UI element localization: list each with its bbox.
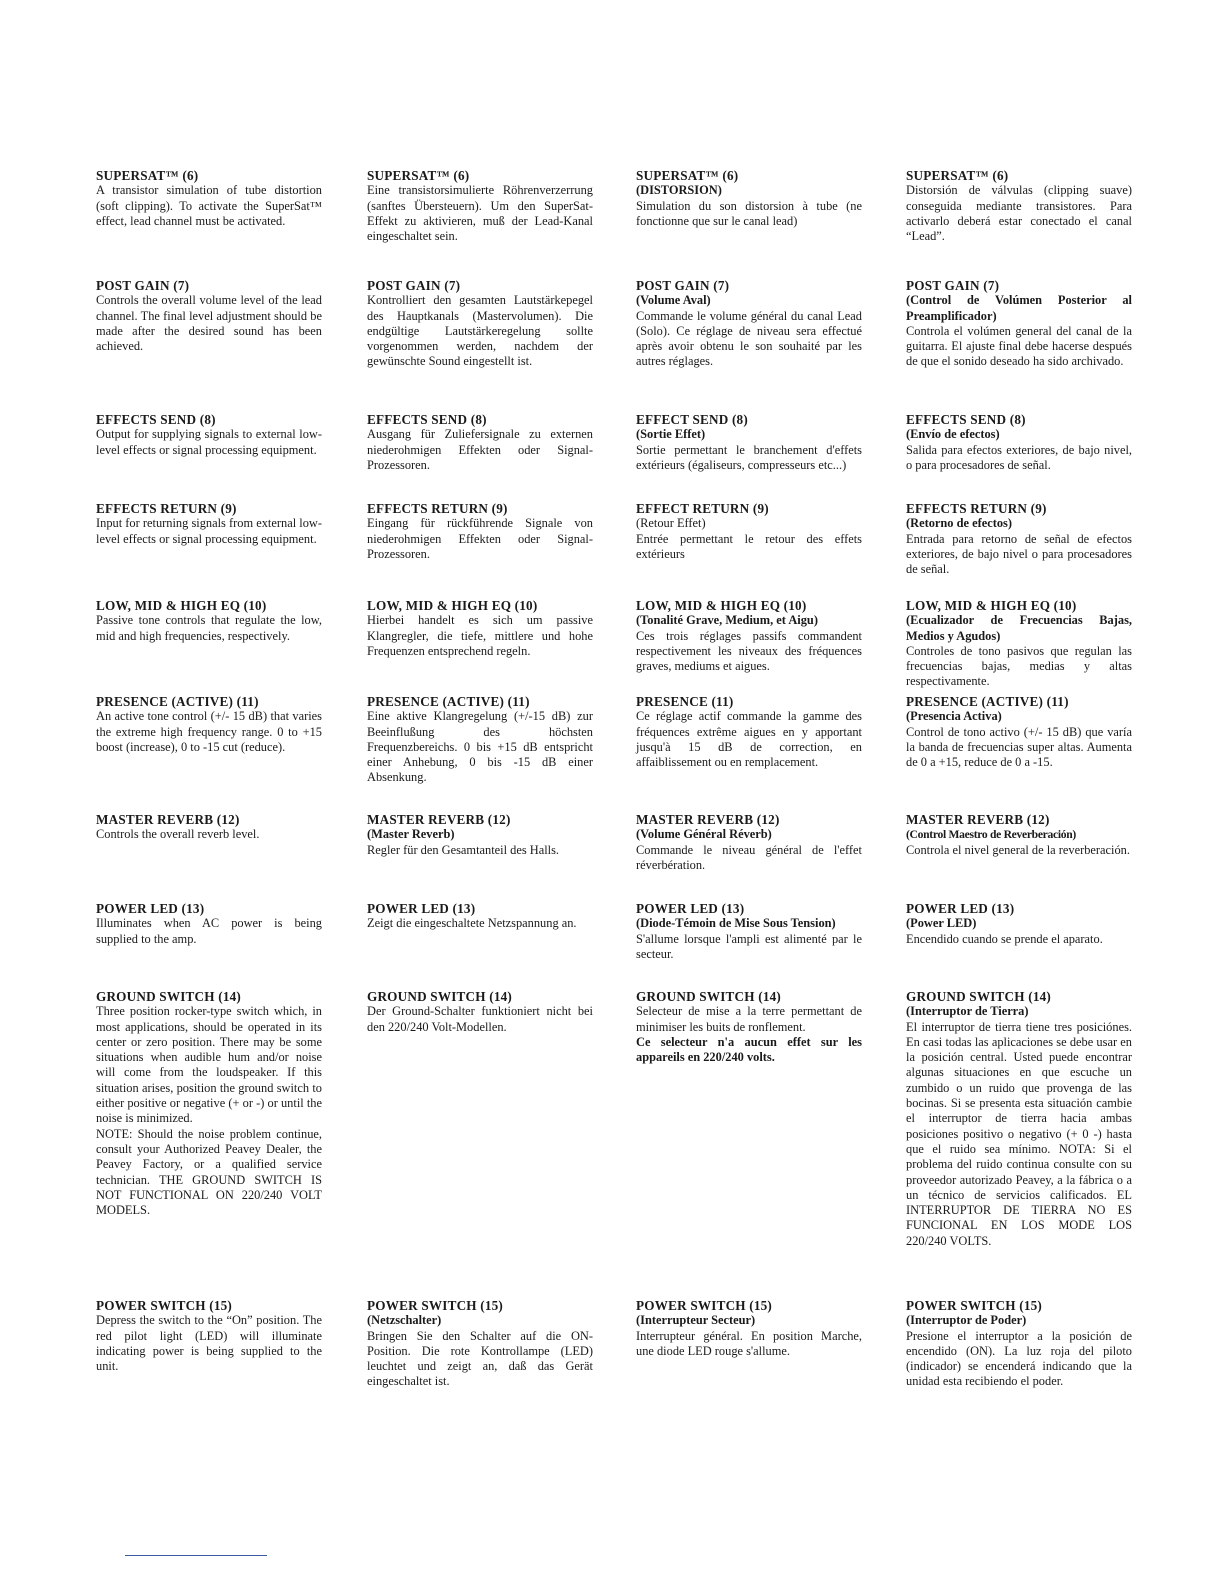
section-effects-return [906, 501, 1132, 577]
section-heading: POWER LED (13) [367, 901, 476, 916]
section-text: Der Ground-Schalter funktioniert nicht bei den 220/240 Volt-Modellen. [367, 1004, 593, 1034]
section-text: Control de tono activo (+/- 15 dB) que varía la banda de frecuencias super altas. Aumenta de 0 a +15, reduce de 0 a -15. [906, 724, 1132, 770]
section-text: Interrupteur général. En position Marche, une diode LED rouge s'allume. [636, 1328, 862, 1358]
section-subtitle: (Ecualizador de Frecuencias Bajas, Medios y Agudos) [906, 613, 1132, 643]
section-text: Regler für den Gesamtanteil des Halls. [367, 842, 559, 857]
section-power-led [367, 901, 593, 932]
section-post-gain [96, 278, 322, 354]
section-heading: GROUND SWITCH (14) [367, 989, 513, 1004]
section-effect-send [636, 412, 862, 473]
section-ground-switch [96, 989, 322, 1218]
section-text: Zeigt die eingeschaltete Netzspannung an. [367, 916, 577, 931]
section-heading: POWER LED (13) [636, 901, 745, 916]
section-heading: SUPERSAT™ (6) [96, 168, 199, 183]
section-subtitle: (Control Maestro de Reverberación) [906, 828, 1076, 842]
section-heading: LOW, MID & HIGH EQ (10) [96, 598, 267, 613]
section-effects-return [96, 501, 322, 547]
section-ground-switch [636, 989, 862, 1065]
section-text: Three position rocker-type switch which, in most applications, should be operated in its center or zero position. There may be some situations when audible hum and/or noise will come from the loudspeaker. If this situation arises, position the ground switch to either positive or negative (+ or -) or until the noise is minimized. [96, 1004, 322, 1126]
section-master-reverb [636, 812, 862, 873]
section-eq [367, 598, 593, 659]
section-text: Salida para efectos exteriores, de bajo nivel, o para procesadores de señal. [906, 442, 1132, 472]
section-warning: Ce selecteur n'a aucun effet sur les appareils en 220/240 volts. [636, 1034, 862, 1065]
section-subtitle: (Retour Effet) [636, 516, 706, 531]
section-power-switch [367, 1298, 593, 1390]
section-text: Sortie permettant le branchement d'effets extérieurs (égaliseurs, compresseurs etc...) [636, 442, 862, 472]
section-effects-send [367, 412, 593, 473]
section-text: Hierbei handelt es sich um passive Klangregler, die tiefe, mittlere und hohe Frequenzen entsprechend regeln. [367, 613, 593, 658]
section-presence [96, 694, 322, 755]
section-supersat [906, 168, 1132, 244]
section-post-gain [636, 278, 862, 370]
section-supersat [96, 168, 322, 229]
section-text: Eine transistorsimulierte Röhrenverzerrung (sanftes Übersteuern). Um den SuperSat-Effekt zu aktivieren, muß der Lead-Kanal eingeschaltet sein. [367, 183, 593, 244]
section-heading: EFFECTS RETURN (9) [367, 501, 508, 516]
section-heading: GROUND SWITCH (14) [96, 989, 242, 1004]
section-effects-send [906, 412, 1132, 473]
section-text: Depress the switch to the “On” position. The red pilot light (LED) will illuminate indicating power is being supplied to the unit. [96, 1313, 322, 1374]
section-subtitle: (Netzschalter) [367, 1313, 442, 1328]
section-heading: GROUND SWITCH (14) [636, 989, 782, 1004]
section-text: An active tone control (+/- 15 dB) that varies the extreme high frequency range. 0 to +15 boost (increase), 0 to -15 cut (reduce). [96, 709, 322, 754]
section-subtitle: (Tonalité Grave, Medium, et Aigu) [636, 613, 818, 628]
section-heading: POST GAIN (7) [636, 278, 730, 293]
section-text: S'allume lorsque l'ampli est alimenté par le secteur. [636, 931, 862, 961]
section-master-reverb [367, 812, 593, 858]
section-text: Commande le volume général du canal Lead (Solo). Ce réglage de niveau sera effectué après avoir obtenu le son souhaité par les autres réglages. [636, 308, 862, 369]
section-text: Ce réglage actif commande la gamme des fréquences extrême aigues en y apportant jusqu'à 15 dB de correction, en affaiblissement ou en remplacement. [636, 709, 862, 770]
section-presence [367, 694, 593, 786]
section-heading: MASTER REVERB (12) [367, 812, 511, 827]
section-text: Controla el nivel general de la reverberación. [906, 842, 1130, 857]
section-heading: EFFECTS SEND (8) [906, 412, 1026, 427]
section-power-switch [636, 1298, 862, 1359]
section-heading: PRESENCE (ACTIVE) (11) [96, 694, 259, 709]
section-supersat [367, 168, 593, 244]
section-eq [96, 598, 322, 644]
section-text: Output for supplying signals to external low-level effects or signal processing equipment. [96, 427, 322, 457]
section-note: NOTE: Should the noise problem continue, consult your Authorized Peavey Dealer, the Peavey Factory, or a qualified service technician. THE GROUND SWITCH IS NOT FUNCTIONAL ON 220/240 VOLT MODELS. [96, 1126, 322, 1218]
section-heading: LOW, MID & HIGH EQ (10) [367, 598, 538, 613]
section-heading: POWER LED (13) [96, 901, 205, 916]
section-heading: EFFECTS RETURN (9) [906, 501, 1047, 516]
section-ground-switch [906, 989, 1132, 1249]
section-heading: LOW, MID & HIGH EQ (10) [636, 598, 807, 613]
section-power-switch [96, 1298, 322, 1374]
section-power-switch [906, 1298, 1132, 1390]
section-heading: EFFECT RETURN (9) [636, 501, 769, 516]
section-effects-return [367, 501, 593, 562]
section-text: Entrada para retorno de señal de efectos exteriores, de bajo nivel o para procesadores de señal. [906, 531, 1132, 577]
section-power-led [906, 901, 1132, 947]
section-subtitle: (Control de Volúmen Posterior al Preamplificador) [906, 293, 1132, 323]
section-text: Bringen Sie den Schalter auf die ON-Position. Die rote Kontrollampe (LED) leuchtet und zeigt an, daß das Gerät eingeschaltet ist. [367, 1328, 593, 1389]
section-power-led [636, 901, 862, 962]
section-subtitle: (DISTORSION) [636, 183, 722, 198]
section-text: Illuminates when AC power is being supplied to the amp. [96, 916, 322, 946]
section-heading: PRESENCE (11) [636, 694, 734, 709]
section-subtitle: (Interruptor de Poder) [906, 1313, 1027, 1328]
section-ground-switch [367, 989, 593, 1035]
section-text: Presione el interruptor a la posición de encendido (ON). La luz roja del piloto (indicador) se encenderá indicando que la unidad esta recibiendo el poder. [906, 1328, 1132, 1389]
section-text: Passive tone controls that regulate the low, mid and high frequencies, respectively. [96, 613, 322, 643]
section-text: Kontrolliert den gesamten Lautstärkepegel des Hauptkanals (Mastervolumen). Die endgültige Lautstärkeregelung sollte vorgenommen werden, nachdem der gewünschte Sound eingestellt ist. [367, 293, 593, 369]
section-power-led [96, 901, 322, 947]
section-heading: POWER SWITCH (15) [367, 1298, 504, 1313]
section-subtitle: (Volume Aval) [636, 293, 711, 308]
section-text: Commande le niveau général de l'effet réverbération. [636, 842, 862, 872]
section-heading: POWER LED (13) [906, 901, 1015, 916]
section-heading: SUPERSAT™ (6) [636, 168, 739, 183]
section-subtitle: (Power LED) [906, 916, 977, 931]
section-heading: POWER SWITCH (15) [636, 1298, 773, 1313]
section-heading: POWER SWITCH (15) [96, 1298, 233, 1313]
section-text: Selecteur de mise a la terre permettant de minimiser les buits de ronflement. [636, 1004, 862, 1034]
section-post-gain [367, 278, 593, 370]
section-subtitle: (Envío de efectos) [906, 427, 1000, 442]
section-subtitle: (Diode-Témoin de Mise Sous Tension) [636, 916, 836, 931]
section-heading: POWER SWITCH (15) [906, 1298, 1043, 1313]
section-master-reverb [906, 812, 1132, 858]
section-subtitle: (Volume Général Réverb) [636, 827, 772, 842]
section-subtitle: (Interruptor de Tierra) [906, 1004, 1029, 1019]
section-subtitle: (Presencia Activa) [906, 709, 1002, 724]
section-heading: EFFECT SEND (8) [636, 412, 748, 427]
section-subtitle: (Sortie Effet) [636, 427, 706, 442]
section-text: Input for returning signals from external low-level effects or signal processing equipment. [96, 516, 322, 546]
section-master-reverb [96, 812, 322, 843]
section-heading: POST GAIN (7) [367, 278, 461, 293]
section-text: Ausgang für Zuliefersignale zu externen niederohmigen Effekten oder Signal-Prozessoren. [367, 427, 593, 472]
section-text: Encendido cuando se prende el aparato. [906, 931, 1103, 946]
footer-rule [125, 1555, 267, 1556]
section-effects-send [96, 412, 322, 458]
section-eq [906, 598, 1132, 690]
section-heading: MASTER REVERB (12) [636, 812, 780, 827]
section-supersat [636, 168, 862, 229]
section-subtitle: (Master Reverb) [367, 827, 455, 842]
section-heading: POST GAIN (7) [96, 278, 190, 293]
section-heading: LOW, MID & HIGH EQ (10) [906, 598, 1077, 613]
section-heading: EFFECTS SEND (8) [96, 412, 216, 427]
section-text: Controla el volúmen general del canal de la guitarra. El ajuste final debe hacerse después de que el sonido deseado ha sido archivado. [906, 323, 1132, 369]
section-text: Eine aktive Klangregelung (+/-15 dB) zur Beeinflußung des höchsten Frequenzbereichs. 0 bis +15 dB entspricht einer Anhebung, 0 bis -15 dB einer Absenkung. [367, 709, 593, 785]
section-heading: MASTER REVERB (12) [906, 812, 1050, 827]
section-heading: PRESENCE (ACTIVE) (11) [906, 694, 1069, 709]
section-post-gain [906, 278, 1132, 370]
section-heading: PRESENCE (ACTIVE) (11) [367, 694, 530, 709]
section-text: A transistor simulation of tube distortion (soft clipping). To activate the SuperSat™ effect, lead channel must be activated. [96, 183, 322, 228]
section-text: El interruptor de tierra tiene tres posiciónes. En casi todas las aplicaciones se debe usar en la posición central. Usted puede encontrar algunas situaciones en que escuche un zumbido o un ruido que provenga de las bocinas. Si se presenta esta situación cambie el interruptor de tierra hacia ambas posiciones positivo o negativo (+ 0 -) hasta que el ruido sea mínimo. NOTA: Si el problema del ruido continua consulte con su proveedor autorizado Peavey, a la fábrica o a un técnico de servicios calificados. EL INTERRUPTOR DE TIERRA NO ES FUNCIONAL EN LOS MODE LOS 220/240 VOLTS. [906, 1019, 1132, 1248]
section-text: Distorsión de válvulas (clipping suave) conseguida mediante transistores. Para activarlo deberá estar conectado el canal “Lead”. [906, 183, 1132, 244]
section-subtitle: (Retorno de efectos) [906, 516, 1012, 531]
section-heading: MASTER REVERB (12) [96, 812, 240, 827]
section-text: Eingang für rückführende Signale von niederohmigen Effekten oder Signal-Prozessoren. [367, 516, 593, 561]
section-heading: SUPERSAT™ (6) [367, 168, 470, 183]
section-subtitle: (Interrupteur Secteur) [636, 1313, 756, 1328]
section-presence [636, 694, 862, 770]
section-eq [636, 598, 862, 674]
section-heading: EFFECTS RETURN (9) [96, 501, 237, 516]
section-heading: SUPERSAT™ (6) [906, 168, 1009, 183]
section-text: Entrée permettant le retour des effets extérieurs [636, 531, 862, 561]
section-text: Simulation du son distorsion à tube (ne fonctionne que sur le canal lead) [636, 198, 862, 228]
section-effect-return [636, 501, 862, 562]
section-text: Ces trois réglages passifs commandent respectivement les niveaux des fréquences graves, mediums et aigues. [636, 628, 862, 674]
section-heading: EFFECTS SEND (8) [367, 412, 487, 427]
section-heading: GROUND SWITCH (14) [906, 989, 1052, 1004]
section-text: Controles de tono pasivos que regulan las frecuencias bajas, medias y altas respectivamente. [906, 643, 1132, 689]
section-text: Controls the overall volume level of the lead channel. The final level adjustment should be made after the desired sound has been achieved. [96, 293, 322, 354]
section-presence [906, 694, 1132, 770]
section-heading: POST GAIN (7) [906, 278, 1000, 293]
section-text: Controls the overall reverb level. [96, 827, 260, 842]
